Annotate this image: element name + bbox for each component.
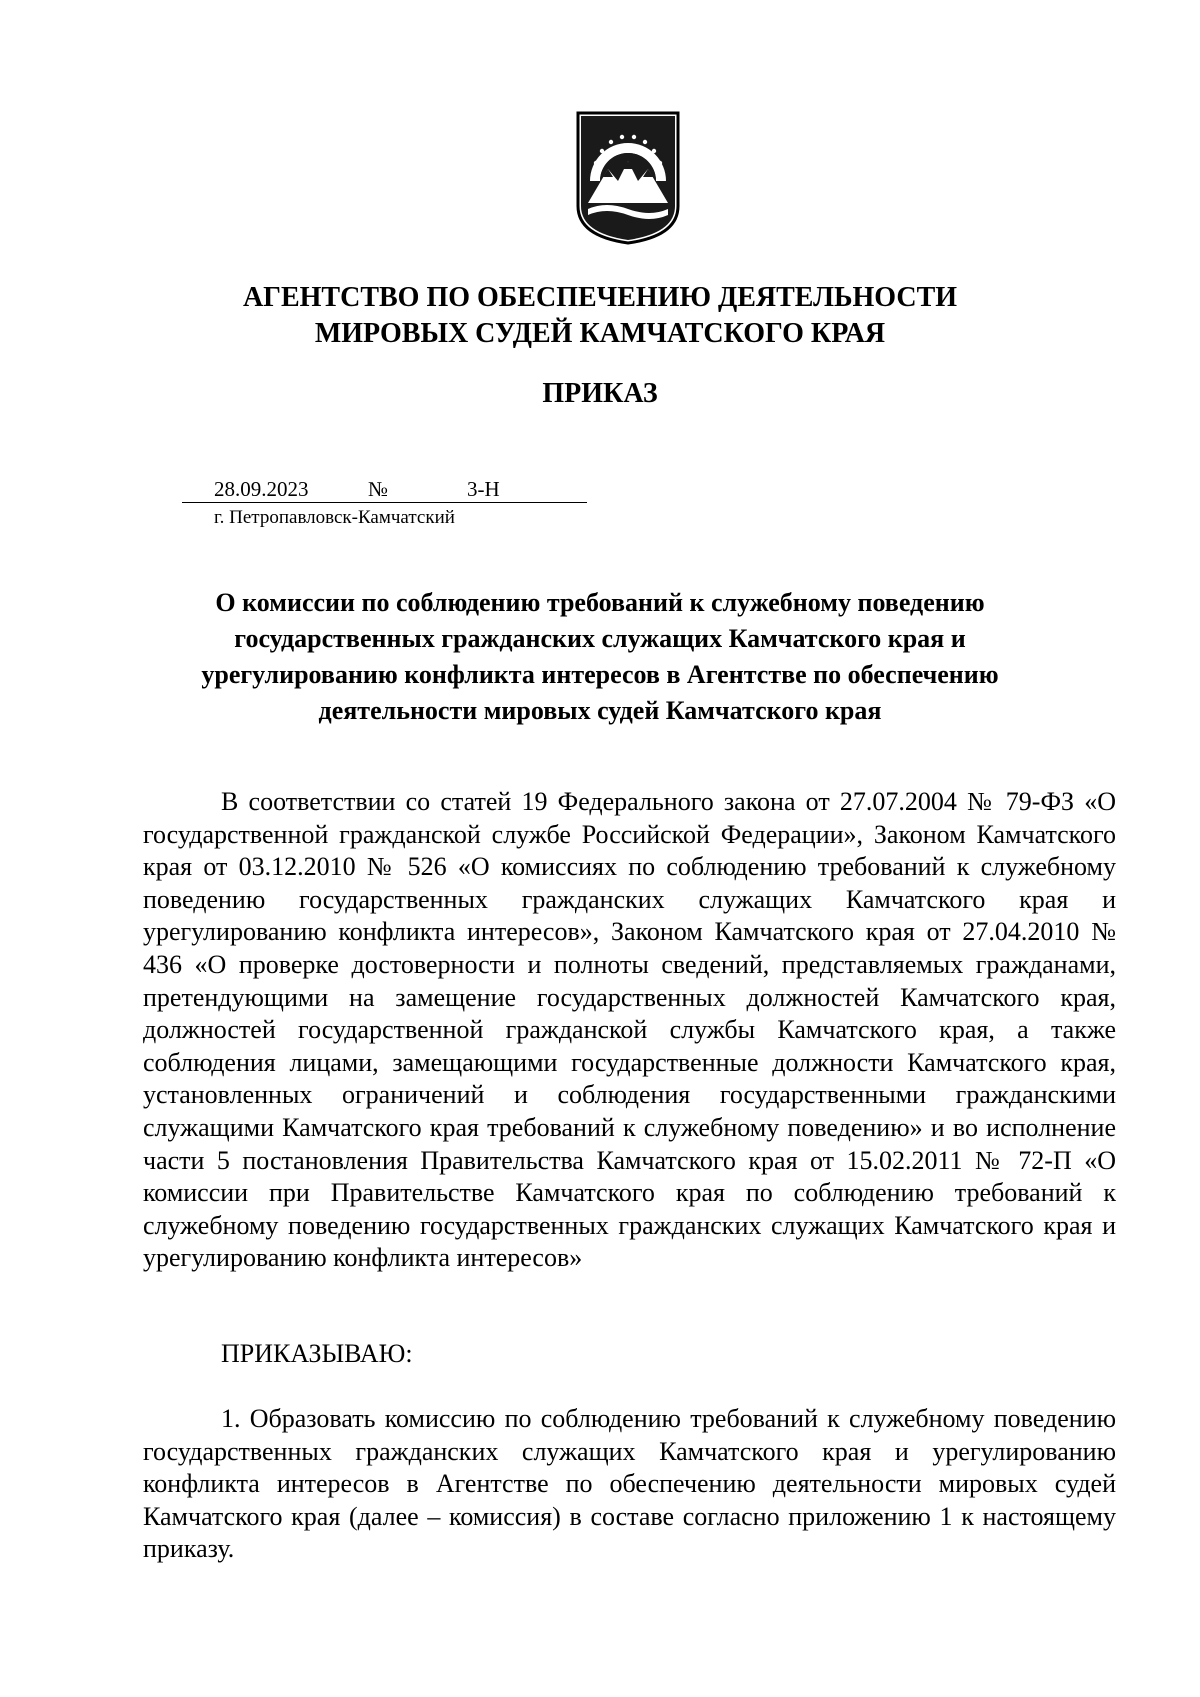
document-requisites	[182, 475, 587, 503]
document-number: 3-Н	[467, 477, 500, 501]
kamchatka-coat-of-arms-icon	[576, 111, 680, 245]
document-subject	[150, 585, 1050, 729]
subject-line4: деятельности мировых судей Камчатского края	[318, 696, 882, 725]
agency-title-line2: МИРОВЫХ СУДЕЙ КАМЧАТСКОГО КРАЯ	[314, 318, 886, 349]
subject-line3: урегулированию конфликта интересов в Агентстве по обеспечению	[201, 660, 999, 689]
number-label: №	[368, 477, 389, 501]
decree-word: ПРИКАЗЫВАЮ:	[221, 1339, 413, 1368]
agency-title	[150, 280, 1050, 352]
document-type: ПРИКАЗ	[542, 378, 658, 409]
subject-line1: О комиссии по соблюдению требований к служебному поведению	[215, 588, 985, 617]
preamble-paragraph: В соответствии со статей 19 Федерального закона от 27.07.2004 № 79-ФЗ «О государственной гражданской службе Российской Федерации», Законом Камчатского края от 03.12.2010 № 526 «О комиссиях по соблюдению требований к служебному поведению государственных гражданских служащих Камчатского края и урегулированию конфликта интересов», Законом Камчатского края от 27.04.2010 № 436 «О проверке достоверности и полноты сведений, представляемых гражданами, претендующими на замещение государственных должностей Камчатского края, должностей государственной гражданской службы Камчатского края, а также соблюдения лицами, замещающими государственные должности Камчатского края, установленных ограничений и соблюдения государственными гражданскими служащими Камчатского края требований к служебному поведению» и во исполнение части 5 постановления Правительства Камчатского края от 15.02.2011 № 72-П «О комиссии при Правительстве Камчатского края по соблюдению требований к служебному поведению государственных гражданских служащих Камчатского края и урегулированию конфликта интересов»	[143, 787, 1116, 1273]
document-date: 28.09.2023	[214, 477, 309, 501]
agency-title-line1: АГЕНТСТВО ПО ОБЕСПЕЧЕНИЮ ДЕЯТЕЛЬНОСТИ	[242, 282, 958, 313]
document-city: г. Петропавловск-Камчатский	[214, 507, 455, 528]
order-item-1: 1. Образовать комиссию по соблюдению требований к служебному поведению государственных гражданских служащих Камчатского края и урегулированию конфликта интересов в Агентстве по обеспечению деятельности мировых судей Камчатского края (далее – комиссия) в составе согласно приложению 1 к настоящему приказу.	[143, 1404, 1116, 1564]
subject-line2: государственных гражданских служащих Камчатского края и	[234, 624, 966, 653]
